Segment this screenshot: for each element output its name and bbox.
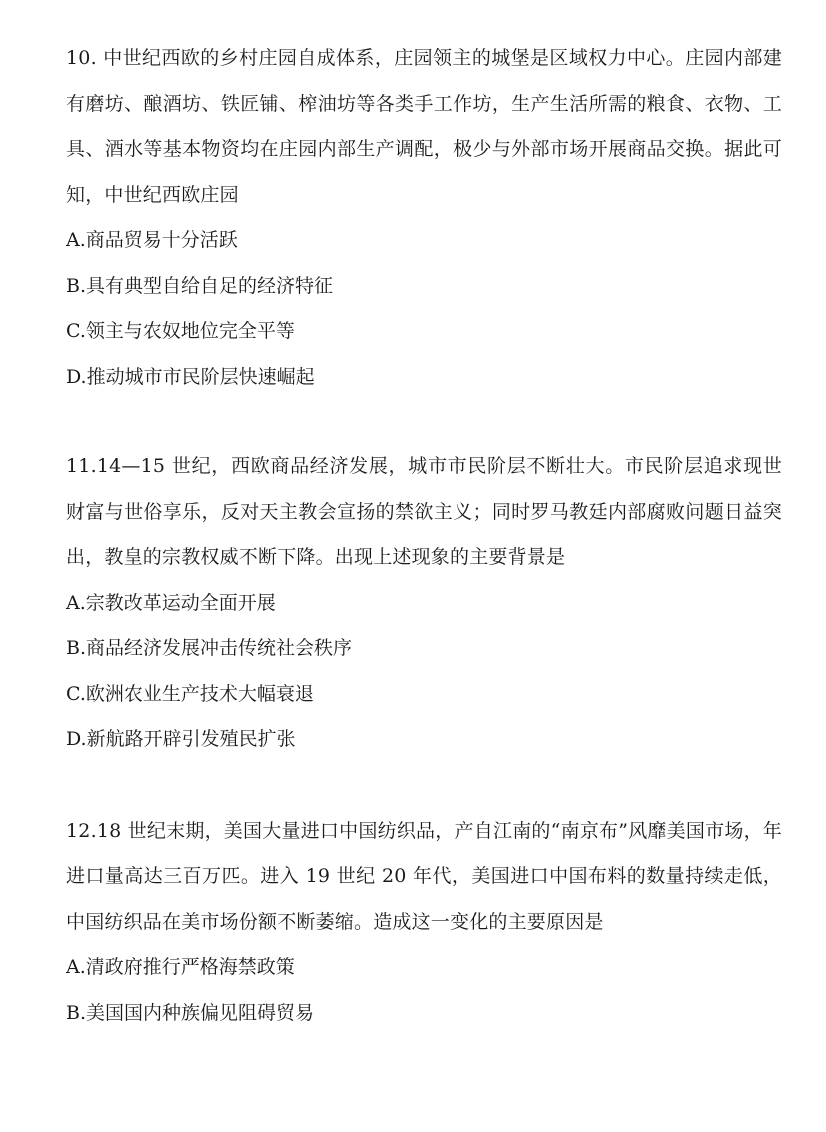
option-a: A.宗教改革运动全面开展	[66, 591, 276, 614]
option-b: B.美国国内种族偏见阻碍贸易	[66, 1001, 315, 1024]
question-10	[66, 36, 782, 400]
option-b: B.具有典型自给自足的经济特征	[66, 274, 334, 297]
question-stem: 11.14—15 世纪，西欧商品经济发展，城市市民阶层不断壮大。市民阶层追求现世财富与世俗享乐，反对天主教会宣扬的禁欲主义；同时罗马教廷内部腐败问题日益突出，教皇的宗教权威不断下降。出现上述现象的主要背景是	[66, 455, 782, 568]
option-a: A.商品贸易十分活跃	[66, 229, 238, 251]
question-stem: 12.18 世纪末期，美国大量进口中国纺织品，产自江南的“南京布”风靡美国市场，年进口量高达三百万匹。进入 19 世纪 20 年代，美国进口中国布料的数量持续走低，中国纺织品在美市场份额不断萎缩。造成这一变化的主要原因是	[66, 819, 782, 933]
option-a: A.清政府推行严格海禁政策	[66, 956, 295, 978]
question-12	[66, 809, 782, 1037]
option-b: B.商品经济发展冲击传统社会秩序	[66, 637, 353, 659]
option-d: D.新航路开辟引发殖民扩张	[66, 728, 296, 750]
option-d: D.推动城市市民阶层快速崛起	[66, 365, 315, 388]
option-c: C.领主与农奴地位完全平等	[66, 320, 295, 342]
option-c: C.欧洲农业生产技术大幅衰退	[66, 682, 314, 705]
question-11	[66, 444, 782, 763]
question-stem: 10. 中世纪西欧的乡村庄园自成体系，庄园领主的城堡是区域权力中心。庄园内部建有磨坊、酿酒坊、铁匠铺、榨油坊等各类手工作坊，生产生活所需的粮食、衣物、工具、酒水等基本物资均在庄园内部生产调配，极少与外部市场开展商品交换。据此可知，中世纪西欧庄园	[66, 47, 782, 206]
